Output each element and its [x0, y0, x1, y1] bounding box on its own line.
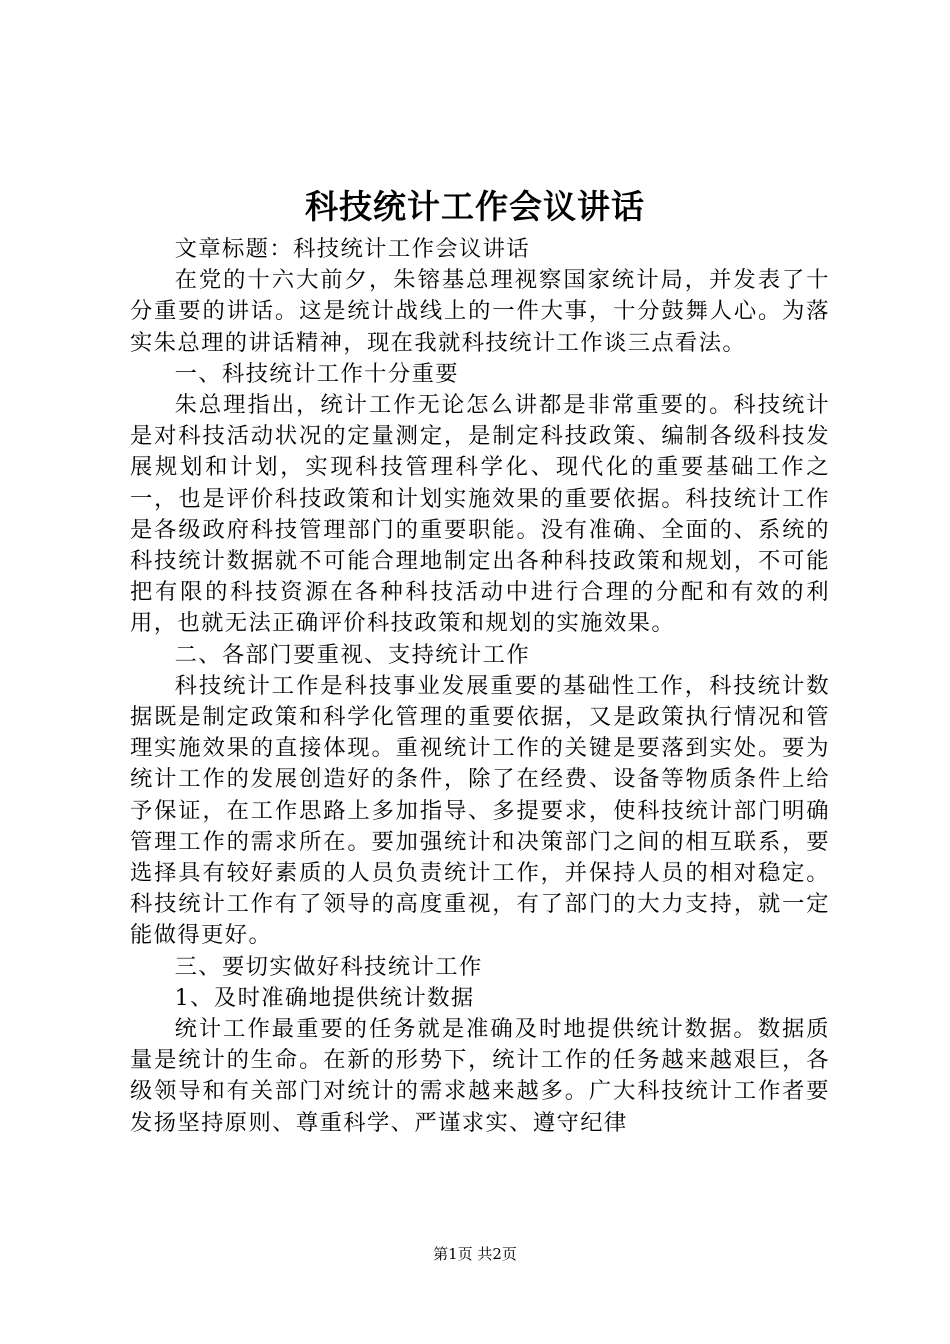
- section-heading-1: 一、科技统计工作十分重要: [174, 360, 459, 387]
- article-title-line: 文章标题：科技统计工作会议讲话: [174, 236, 531, 262]
- section-1-paragraph: 朱总理指出，统计工作无论怎么讲都是非常重要的。科技统计是对科技活动状况的定量测定，是制定科技政策、编制各级科技发展规划和计划，实现科技管理科学化、现代化的重要基础工作之一，也是评价科技政策和计划实施效果的重要依据。科技统计工作是各级政府科技管理部门的重要职能。没有准确、全面的、系统的科技统计数据就不可能合理地制定出各种科技政策和规划，不可能把有限的科技资源在各种科技活动中进行合理的分配和有效的利用，也就无法正确评价科技政策和规划的实施效果。: [130, 392, 830, 637]
- document-title: 科技统计工作会议讲话: [305, 187, 645, 226]
- section-heading-2: 二、各部门要重视、支持统计工作: [174, 641, 531, 668]
- subsection-3-1-paragraph: 统计工作最重要的任务就是准确及时地提供统计数据。数据质量是统计的生命。在新的形势下，统计工作的任务越来越艰巨，各级领导和有关部门对统计的需求越来越多。广大科技统计工作者要发扬坚持原则、尊重科学、严谨求实、遵守纪律: [130, 1016, 830, 1136]
- subsection-heading-3-1: 1、及时准确地提供统计数据: [174, 984, 475, 1011]
- page-number-footer: 第1页 共2页: [433, 1245, 517, 1263]
- section-heading-3: 三、要切实做好科技统计工作: [174, 953, 483, 980]
- document-body: [130, 234, 830, 1139]
- section-2-paragraph: 科技统计工作是科技事业发展重要的基础性工作，科技统计数据既是制定政策和科学化管理的重要依据，又是政策执行情况和管理实施效果的直接体现。重视统计工作的关键是要落到实处。要为统计工作的发展创造好的条件，除了在经费、设备等物质条件上给予保证，在工作思路上多加指导、多提要求，使科技统计部门明确管理工作的需求所在。要加强统计和决策部门之间的相互联系，要选择具有较好素质的人员负责统计工作，并保持人员的相对稳定。科技统计工作有了领导的高度重视，有了部门的大力支持，就一定能做得更好。: [130, 672, 830, 949]
- intro-paragraph: 在党的十六大前夕，朱镕基总理视察国家统计局，并发表了十分重要的讲话。这是统计战线上的一件大事，十分鼓舞人心。为落实朱总理的讲话精神，现在我就科技统计工作谈三点看法。: [130, 267, 830, 356]
